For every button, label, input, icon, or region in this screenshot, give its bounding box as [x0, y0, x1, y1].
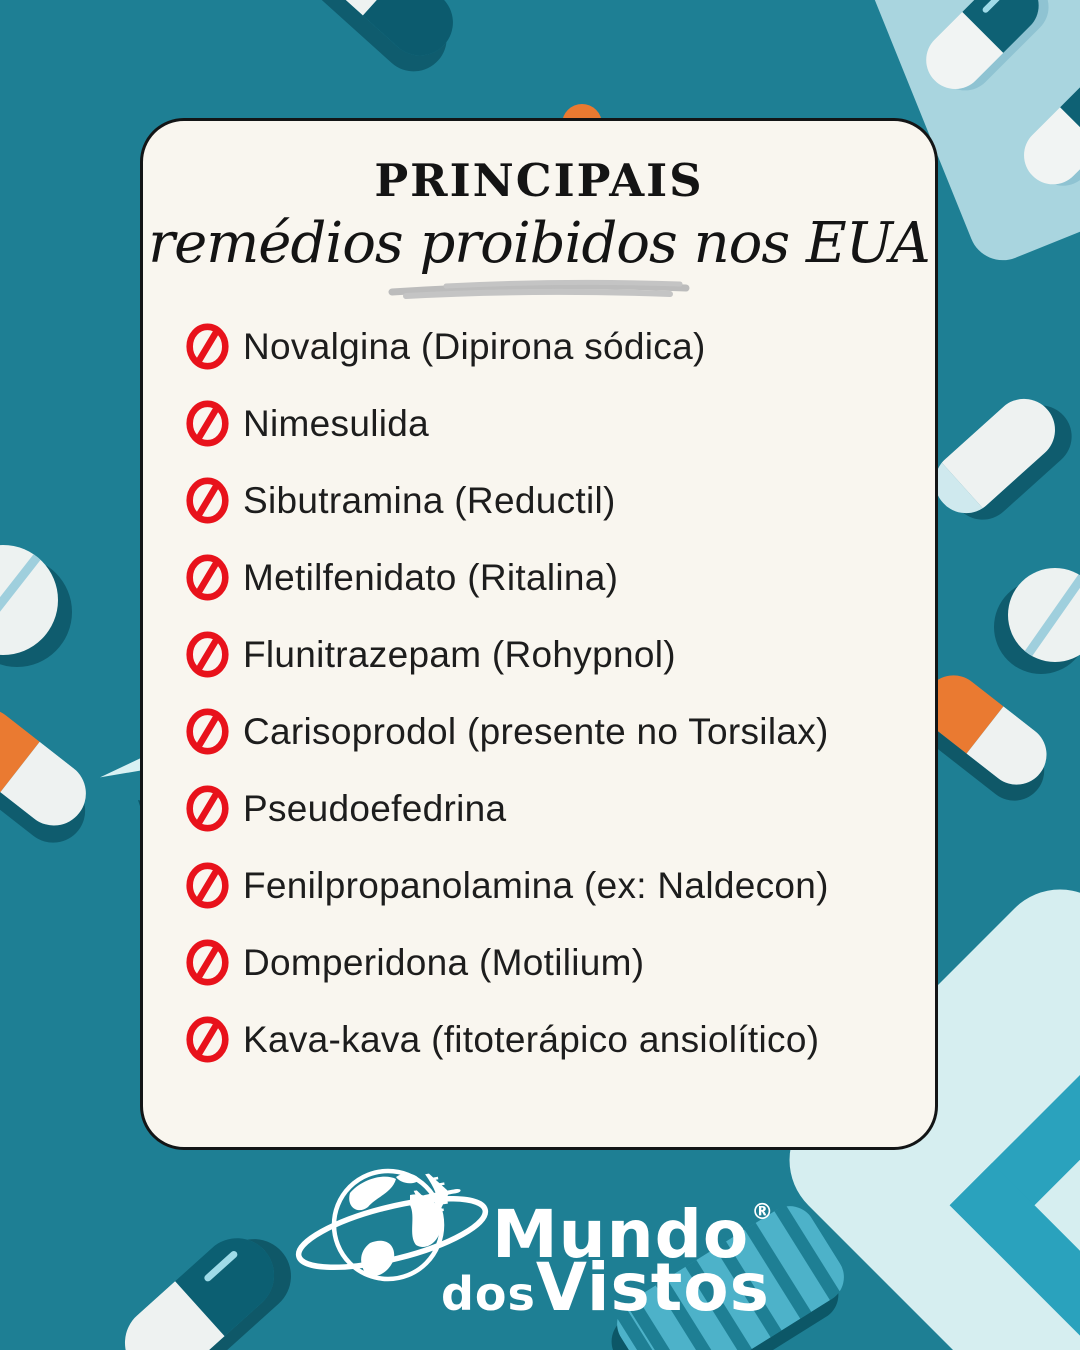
prohibited-icon	[185, 322, 230, 371]
list-item	[185, 539, 915, 616]
medicine-name: Fenilpropanolamina (ex: Naldecon)	[243, 864, 829, 906]
prohibited-icon	[185, 707, 230, 756]
scribble-underline	[384, 278, 694, 300]
prohibited-icon	[185, 553, 230, 602]
capsule-icon	[1012, 60, 1080, 196]
brand-wordmark-line2	[441, 1249, 770, 1326]
medicine-name: Carisoprodol (presente no Torsilax)	[243, 710, 829, 752]
list-item	[185, 385, 915, 462]
prohibited-icon	[185, 630, 230, 679]
capsule-icon	[303, 0, 466, 69]
medicine-name: Novalgina (Dipirona sódica)	[243, 325, 706, 367]
page-title: remédios proibidos nos EUA	[148, 211, 930, 276]
list-item	[185, 693, 915, 770]
brand-name-dos: dos	[441, 1267, 536, 1321]
medicine-name: Kava-kava (fitoterápico ansiolítico)	[243, 1018, 820, 1060]
prohibited-icon	[185, 784, 230, 833]
prohibited-icon	[185, 861, 230, 910]
list-item	[185, 847, 915, 924]
chevron-decoration	[950, 993, 1080, 1350]
airplane-icon: ✈	[405, 1155, 471, 1238]
capsule-icon	[0, 696, 99, 839]
list-item	[185, 770, 915, 847]
prohibited-icon	[185, 476, 230, 525]
prohibited-icon	[185, 1015, 230, 1064]
medicine-name: Sibutramina (Reductil)	[243, 479, 616, 521]
medicine-name: Metilfenidato (Ritalina)	[243, 556, 619, 598]
capsule-icon	[110, 1223, 290, 1350]
medicine-name: Flunitrazepam (Rohypnol)	[243, 633, 676, 675]
tablet-icon	[0, 545, 58, 655]
capsule-icon	[922, 386, 1068, 526]
registered-mark: ®	[751, 1200, 774, 1225]
content-card	[140, 118, 938, 1150]
list-item	[185, 924, 915, 1001]
tablet-icon	[1008, 568, 1080, 662]
medicine-name: Nimesulida	[243, 402, 430, 444]
brand-name-vistos: Vistos	[535, 1249, 770, 1326]
prohibited-icon	[185, 938, 230, 987]
list-item	[185, 462, 915, 539]
capsule-icon	[914, 0, 1050, 101]
brand-name-mundo: Mundo	[492, 1196, 750, 1273]
medicine-name: Pseudoefedrina	[243, 787, 507, 829]
medicine-name: Domperidona (Motilium)	[243, 941, 645, 983]
list-item	[185, 1001, 915, 1078]
title-kicker: PRINCIPAIS	[374, 154, 704, 207]
banned-medicines-list	[143, 308, 935, 1078]
list-item	[185, 616, 915, 693]
list-item	[185, 308, 915, 385]
prohibited-icon	[185, 399, 230, 448]
